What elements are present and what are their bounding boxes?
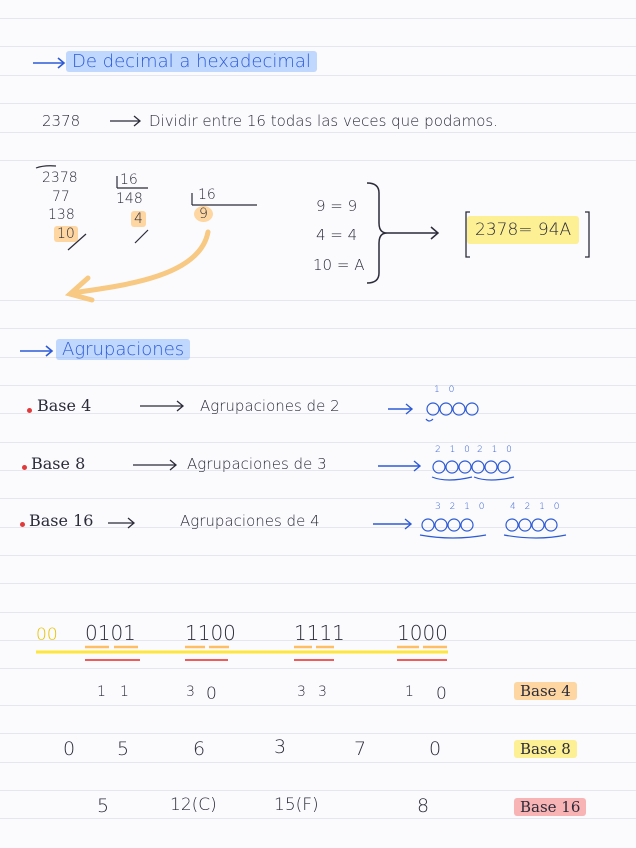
circle-group-base8	[432, 461, 514, 480]
division-divisor: 16	[120, 172, 138, 188]
base16-digit: 12(C)	[170, 795, 217, 815]
conversion-item: 4 = 4	[316, 226, 358, 244]
result-arrow-icon	[387, 227, 438, 239]
strike-marks	[68, 230, 148, 250]
orange-curved-arrow-icon	[70, 232, 208, 300]
division-quotient: 9	[194, 206, 213, 222]
circle-group-base4	[426, 403, 478, 421]
base8-digit: 0	[63, 738, 76, 760]
instruction-text: Dividir entre 16 todas las veces que podamos.	[149, 112, 498, 130]
row-index: 2 1 0	[477, 445, 515, 455]
division-quotient: 148	[116, 191, 143, 207]
label-base4: Base 4	[514, 682, 577, 700]
base8-digit: 6	[193, 738, 206, 760]
base4-digit: 1	[120, 684, 129, 700]
division-step: 138	[48, 207, 75, 223]
base16-digit: 15(F)	[274, 795, 319, 815]
section-title-hexadecimal: De decimal a hexadecimal	[66, 51, 317, 72]
base8-digit: 0	[429, 738, 442, 760]
base4-digit: 0	[436, 684, 447, 704]
bullet-icon	[27, 408, 32, 413]
row-base: Base 8	[31, 454, 86, 473]
conversion-item: 10 = A	[313, 256, 365, 274]
row-base: Base 16	[29, 511, 94, 530]
base8-digit: 3	[274, 736, 287, 758]
bullet-icon	[20, 522, 25, 527]
title-arrow-icon	[33, 58, 64, 68]
title-arrow-icon	[20, 346, 52, 356]
base16-digit: 8	[417, 795, 430, 817]
instruction-arrow-icon	[110, 116, 140, 126]
base4-digit: 3	[186, 684, 195, 700]
label-base8: Base 8	[514, 740, 577, 758]
binary-prefix: 00	[36, 625, 58, 645]
row-index: 1 0	[434, 385, 458, 395]
division-dividend: 2378	[42, 170, 78, 186]
row-index: 3 2 1 0	[435, 502, 488, 512]
base4-digit: 3	[318, 684, 327, 700]
circle-group-base16	[420, 519, 566, 538]
row-index: 2 1 0	[435, 445, 473, 455]
row-text: Agrupaciones de 3	[187, 455, 327, 473]
row-arrow-blue-icon	[373, 404, 420, 529]
row-text: Agrupaciones de 2	[200, 397, 340, 415]
binary-group: 1111	[294, 621, 345, 645]
binary-group: 0101	[85, 621, 136, 645]
division-remainder: 10	[54, 226, 78, 242]
instruction-number: 2378	[42, 112, 81, 130]
division-divisor: 16	[198, 187, 216, 203]
base16-digit: 5	[97, 795, 110, 817]
row-arrow-icon	[108, 401, 183, 528]
division-step: 77	[52, 189, 70, 205]
base4-digit: 0	[206, 684, 217, 704]
base8-digit: 7	[354, 738, 367, 760]
label-base16: Base 16	[514, 798, 586, 816]
section-title-agrupaciones: Agrupaciones	[56, 339, 190, 360]
row-text: Agrupaciones de 4	[180, 512, 320, 530]
division-remainder: 4	[131, 211, 146, 227]
bullet-icon	[22, 465, 27, 470]
base4-digit: 1	[405, 684, 414, 700]
binary-group: 1100	[185, 621, 236, 645]
binary-group: 1000	[397, 621, 448, 645]
row-base: Base 4	[37, 396, 92, 415]
conversion-item: 9 = 9	[316, 197, 358, 215]
row-index: 4 2 1 0	[510, 502, 563, 512]
base4-digit: 1	[97, 684, 106, 700]
base8-digit: 5	[117, 738, 130, 760]
brace-icon	[367, 183, 387, 283]
base4-digit: 3	[297, 684, 306, 700]
result-value: 2378= 94A	[467, 220, 579, 240]
